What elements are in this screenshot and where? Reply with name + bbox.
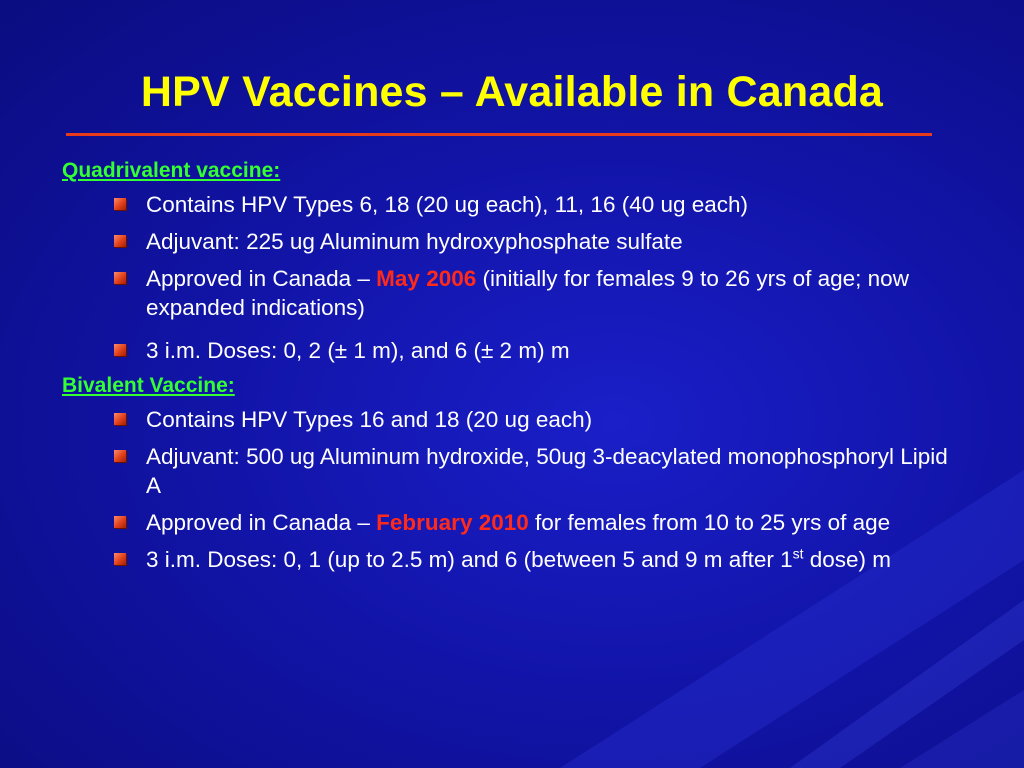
slide-title: HPV Vaccines – Available in Canada [140,68,884,116]
bullet-item: Contains HPV Types 6, 18 (20 ug each), 11, 16 (40 ug each) [146,190,962,219]
square-bullet-icon [114,344,126,356]
bullet-item: 3 i.m. Doses: 0, 2 (± 1 m), and 6 (± 2 m) m [146,336,962,365]
bullet-item: 3 i.m. Doses: 0, 1 (up to 2.5 m) and 6 (between 5 and 9 m after 1st dose) m [146,545,962,574]
square-bullet-icon [114,516,126,528]
section-heading-quadrivalent: Quadrivalent vaccine: [62,159,281,182]
approval-date-highlight: May 2006 [376,266,477,291]
square-bullet-icon [114,450,126,462]
bullet-item: Approved in Canada – May 2006 (initially for females 9 to 26 yrs of age; now expanded indications) [146,264,962,322]
bullet-item: Contains HPV Types 16 and 18 (20 ug each) [146,405,962,434]
approval-date-highlight: February 2010 [376,510,529,535]
square-bullet-icon [114,198,126,210]
bullet-list-quadrivalent [62,190,962,365]
bullet-item: Adjuvant: 225 ug Aluminum hydroxyphosphate sulfate [146,227,962,256]
square-bullet-icon [114,235,126,247]
slide-content [62,158,962,582]
square-bullet-icon [114,553,126,565]
section-heading-bivalent: Bivalent Vaccine: [62,374,235,397]
bullet-item: Adjuvant: 500 ug Aluminum hydroxide, 50ug 3-deacylated monophosphoryl Lipid A [146,442,962,500]
square-bullet-icon [114,413,126,425]
bullet-list-bivalent [62,405,962,574]
bullet-item: Approved in Canada – February 2010 for females from 10 to 25 yrs of age [146,508,962,537]
square-bullet-icon [114,272,126,284]
title-underline-rule [66,133,932,136]
